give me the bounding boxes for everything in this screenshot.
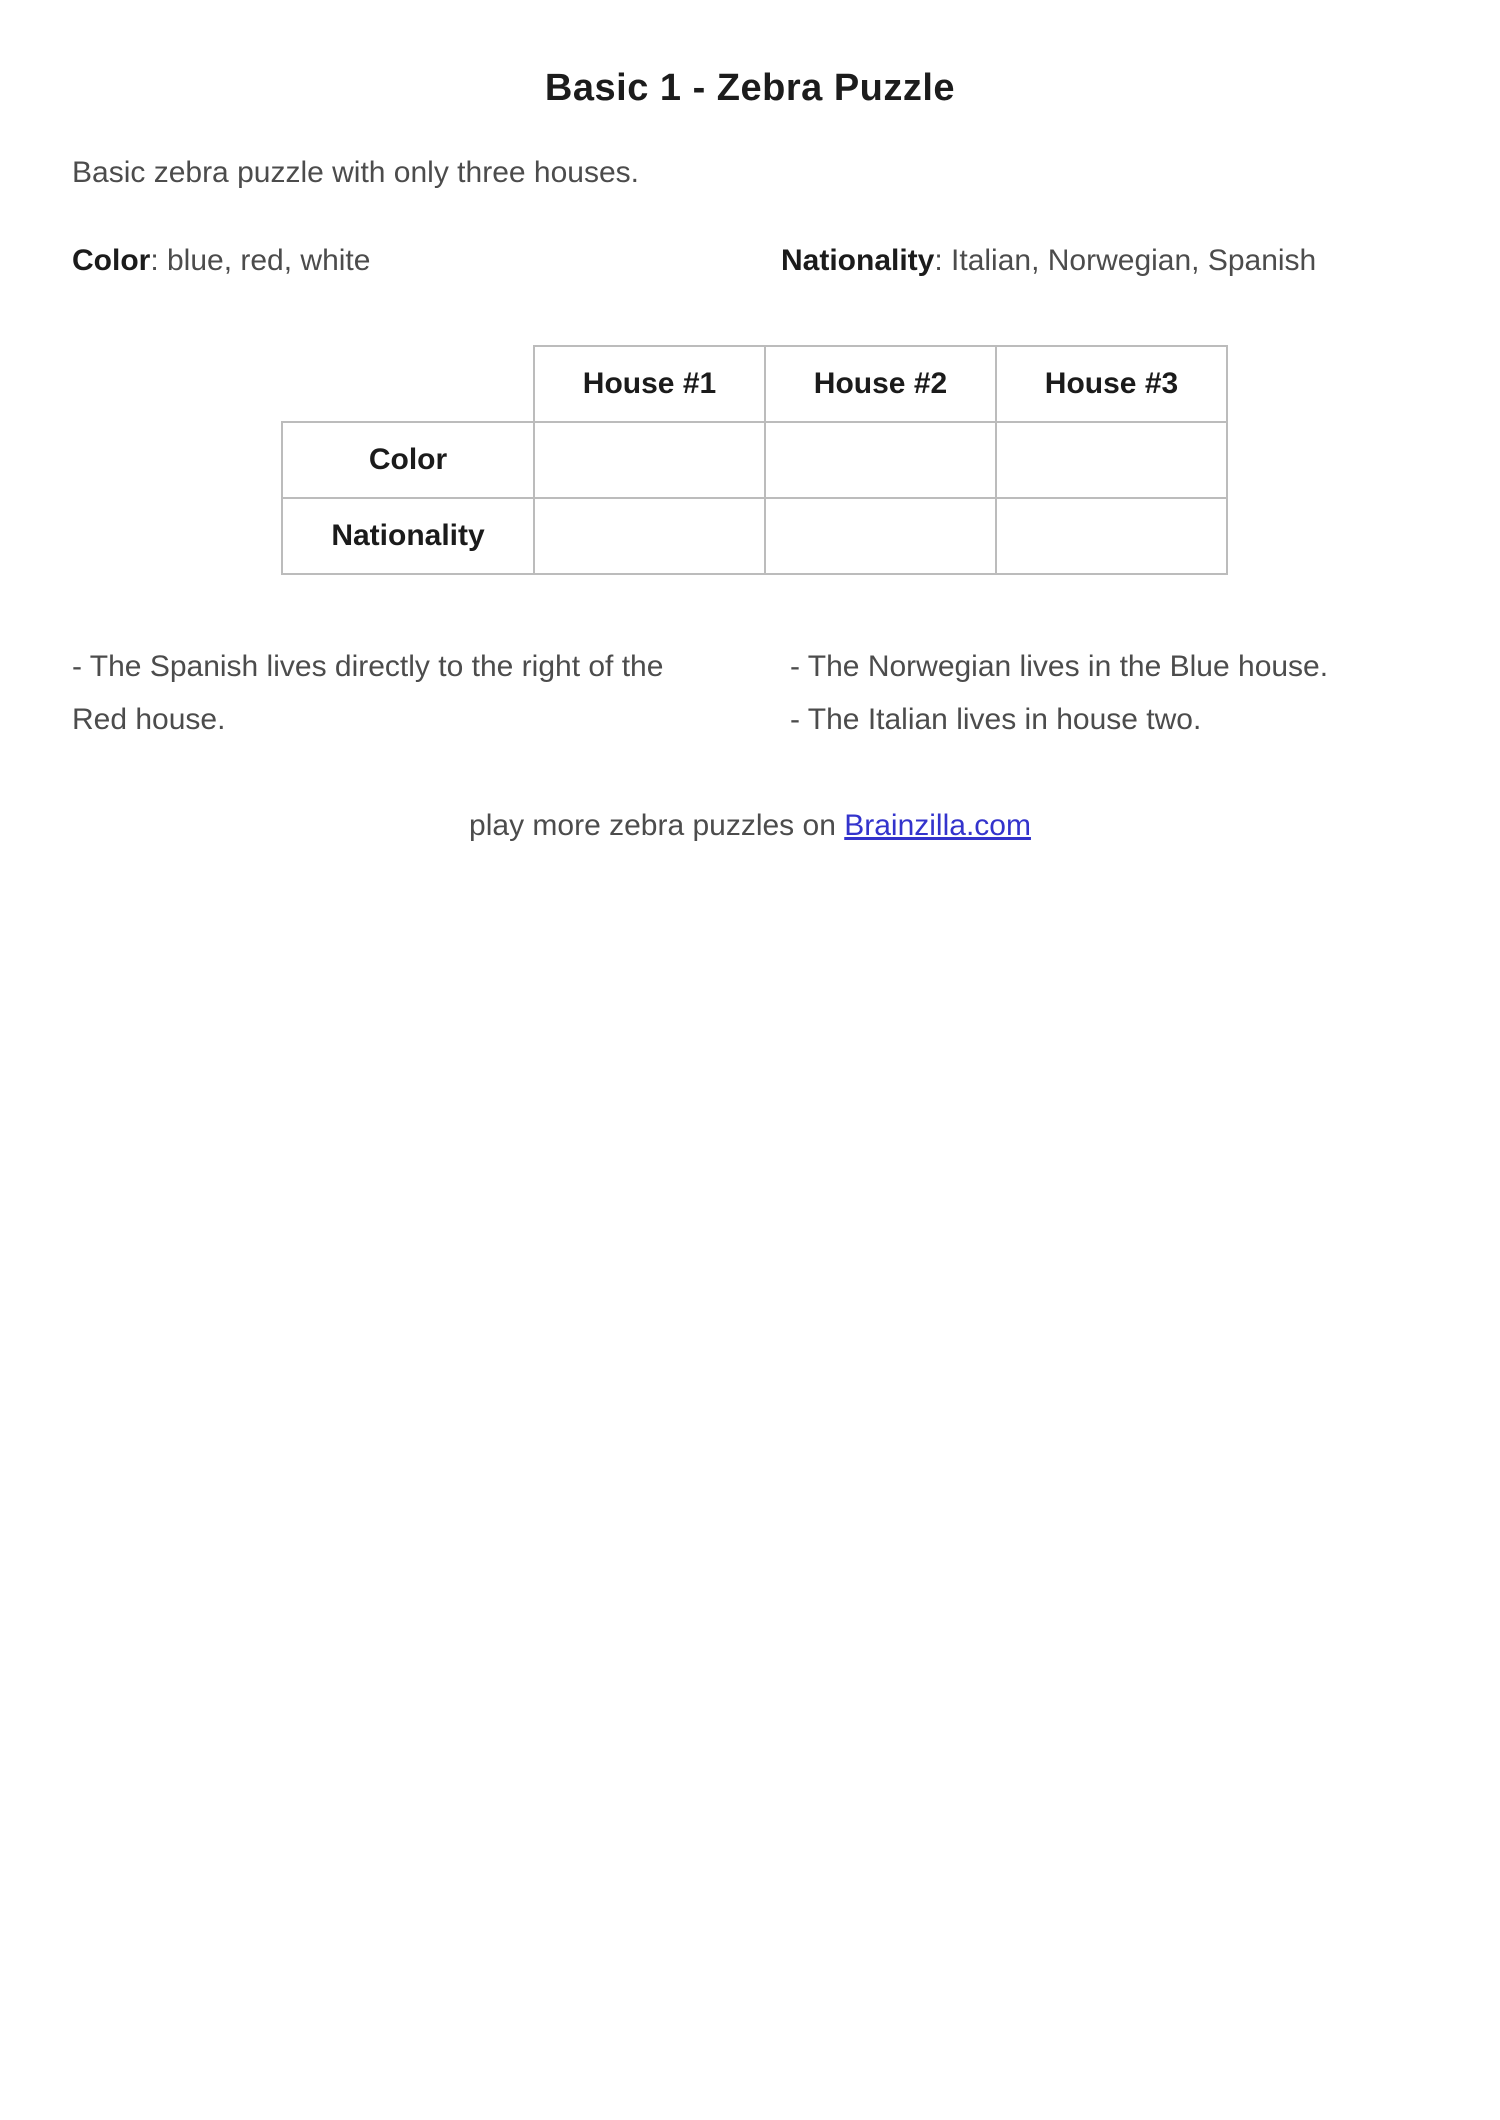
- page-title: Basic 1 - Zebra Puzzle: [544, 67, 956, 109]
- grid-cell: [534, 498, 765, 574]
- grid-corner-cell: [282, 346, 534, 422]
- footer: [0, 806, 1500, 846]
- grid-row-color: [282, 422, 1227, 498]
- category-color-values: : blue, red, white: [150, 244, 371, 277]
- grid-cell: [534, 422, 765, 498]
- puzzle-grid: [281, 345, 1228, 575]
- category-color-label: Color: [72, 244, 151, 277]
- category-nationality: [781, 241, 1316, 281]
- grid-column-header-house-3: House #3: [996, 346, 1227, 422]
- grid-cell: [996, 422, 1227, 498]
- category-nationality-values: : Italian, Norwegian, Spanish: [934, 244, 1317, 277]
- grid-cell: [765, 422, 996, 498]
- grid-header-row: [282, 346, 1227, 422]
- category-nationality-label: Nationality: [781, 244, 935, 277]
- clues-right-column: [790, 640, 1450, 746]
- grid-row-nationality: [282, 498, 1227, 574]
- grid-cell: [996, 498, 1227, 574]
- category-line: [0, 241, 1500, 281]
- grid-cell: [765, 498, 996, 574]
- clues-left-column: [72, 640, 692, 746]
- clue-item: - The Italian lives in house two.: [790, 703, 1202, 736]
- page-subtitle: Basic zebra puzzle with only three houses.: [72, 156, 639, 189]
- clue-item: - The Spanish lives directly to the right of the Red house.: [72, 650, 664, 736]
- brainzilla-link[interactable]: Brainzilla.com: [844, 809, 1031, 842]
- grid-column-header-house-1: House #1: [534, 346, 765, 422]
- grid-row-header-color: Color: [282, 422, 534, 498]
- footer-text: play more zebra puzzles on: [469, 809, 845, 842]
- grid-column-header-house-2: House #2: [765, 346, 996, 422]
- clue-item: - The Norwegian lives in the Blue house.: [790, 650, 1329, 683]
- grid-row-header-nationality: Nationality: [282, 498, 534, 574]
- category-color: [72, 241, 370, 281]
